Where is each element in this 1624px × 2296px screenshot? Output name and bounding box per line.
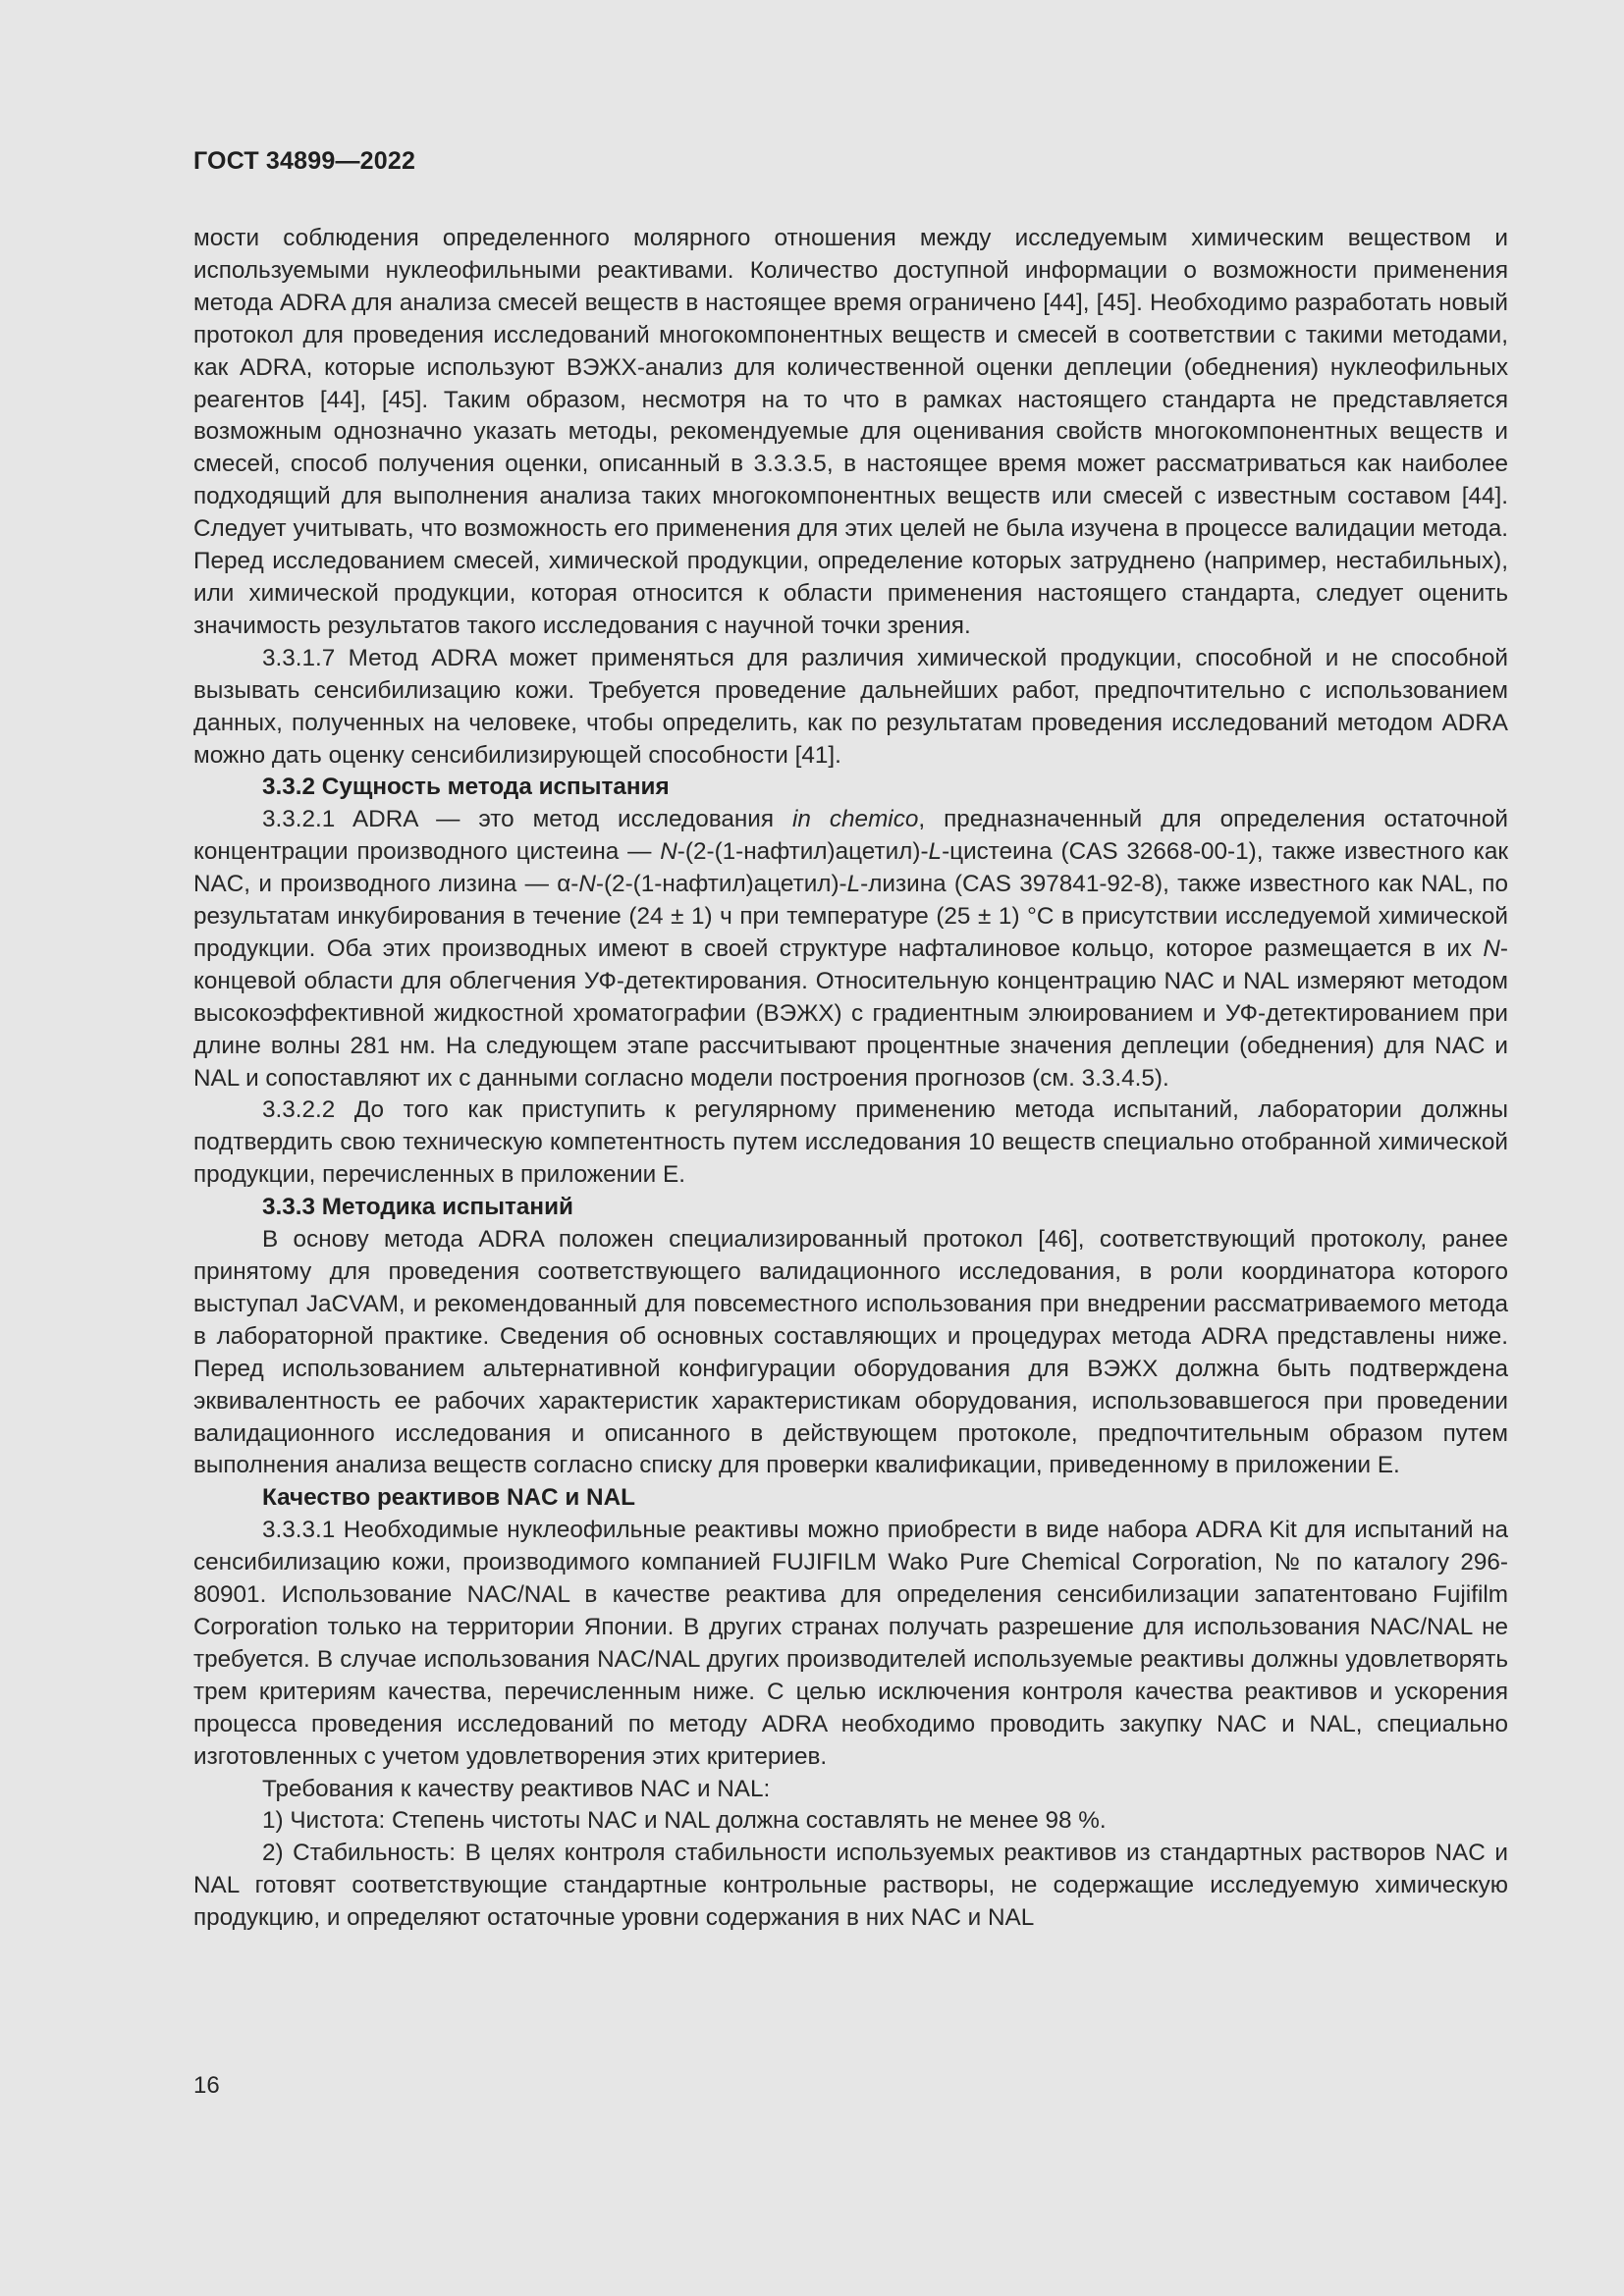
paragraph: Требования к качеству реактивов NAC и NAL: bbox=[262, 1775, 771, 1802]
section-heading: 3.3.3 Методика испытаний bbox=[262, 1194, 573, 1221]
page-number: 16 bbox=[193, 2072, 220, 2099]
paragraph: 3.3.2.2 До того как приступить к регулярному применению метода испытаний, лаборатории должны подтвердить свою техническую компетентность путем исследования 10 веществ специально отобранной химической продукции, перечисленных в приложении Е. bbox=[193, 1096, 1508, 1189]
paragraph: 2) Стабильность: В целях контроля стабильности используемых реактивов из стандартных растворов NAC и NAL готовят соответствующие стандартные контрольные растворы, не содержащие исследуемую химическую продукцию, и определяют остаточные уровни содержания в них NAC и NAL bbox=[193, 1840, 1508, 1932]
paragraph: 3.3.2.1 ADRA — это метод исследования in chemico, предназначенный для определения остаточной концентрации производного цистеина — N-(2-(1-нафтил)ацетил)-L-цистеина (CAS 32668-00-1), также известного как NAC, и производного лизина — α-N-(2-(1-нафтил)ацетил)-L-лизина (CAS 397841-92-8), также известного как NAL, по результатам инкубирования в течение (24 ± 1) ч при температуре (25 ± 1) °С в присутствии исследуемой химической продукции. Оба этих производных имеют в своей структуре нафталиновое кольцо, которое размещается в их N-концевой области для облегчения УФ-детектирования. Относительную концентрацию NAC и NAL измеряют методом высокоэффективной жидкостной хроматографии (ВЭЖХ) с градиентным элюированием и УФ-детектированием при длине волны 281 нм. На следующем этапе рассчитывают процентные значения деплеции (обеднения) для NAC и NAL и сопоставляют их с данными согласно модели построения прогнозов (см. 3.3.4.5). bbox=[193, 806, 1509, 1092]
section-heading: Качество реактивов NAC и NAL bbox=[262, 1484, 635, 1512]
document-header-title: ГОСТ 34899—2022 bbox=[193, 147, 416, 175]
section-heading: 3.3.2 Сущность метода испытания bbox=[262, 774, 670, 801]
paragraph: 3.3.1.7 Метод ADRA может применяться для различия химической продукции, способной и не способной вызывать сенсибилизацию кожи. Требуется проведение дальнейших работ, предпочтительно с использованием данных, полученных на человеке, чтобы определить, как по результатам проведения исследований методом ADRA можно дать оценку сенсибилизирующей способности [41]. bbox=[193, 644, 1508, 769]
paragraph: 3.3.3.1 Необходимые нуклеофильные реактивы можно приобрести в виде набора ADRA Kit для испытаний на сенсибилизацию кожи, производимого компанией FUJIFILM Wako Pure Chemical Corporation, № по каталогу 296-80901. Использование NAC/NAL в качестве реактива для определения сенсибилизации запатентовано Fujifilm Corporation только на территории Японии. В других странах получать разрешение для использования NAC/NAL не требуется. В случае использования NAC/NAL других производителей используемые реактивы должны удовлетворять трем критериям качества, перечисленным ниже. С целью исключения контроля качества реактивов и ускорения процесса проведения исследований по методу ADRA необходимо проводить закупку NAC и NAL, специально изготовленных с учетом удовлетворения этих критериев. bbox=[193, 1517, 1508, 1770]
paragraph: 1) Чистота: Степень чистоты NAC и NAL должна составлять не менее 98 %. bbox=[262, 1807, 1107, 1835]
paragraph: В основу метода ADRA положен специализированный протокол [46], соответствующий протоколу, ранее принятому для проведения соответствующего валидационного исследования, в роли координатора которого выступал JaCVAM, и рекомендованный для повсеместного использования при внедрении рассматриваемого метода в лабораторной практике. Сведения об основных составляющих и процедурах метода ADRA представлены ниже. Перед использованием альтернативной конфигурации оборудования для ВЭЖХ должна быть подтверждена эквивалентность ее рабочих характеристик характеристикам оборудования, использовавшегося при проведении валидационного исследования и описанного в действующем протоколе, предпочтительным образом путем выполнения анализа веществ согласно списку для проверки квалификации, приведенному в приложении Е. bbox=[193, 1226, 1508, 1479]
paragraph: мости соблюдения определенного молярного отношения между исследуемым химическим веществом и используемыми нуклеофильными реактивами. Количество доступной информации о возможности применения метода ADRA для анализа смесей веществ в настоящее время ограничено [44], [45]. Необходимо разработать новый протокол для проведения исследований многокомпонентных веществ и смесей в соответствии с такими методами, как ADRA, которые используют ВЭЖХ-анализ для количественной оценки деплеции (обеднения) нуклеофильных реагентов [44], [45]. Таким образом, несмотря на то что в рамках настоящего стандарта не представляется возможным однозначно указать методы, рекомендуемые для оценивания свойств многокомпонентных веществ и смесей, способ получения оценки, описанный в 3.3.3.5, в настоящее время может рассматриваться как наиболее подходящий для выполнения анализа таких многокомпонентных веществ или смесей с известным составом [44]. Следует учитывать, что возможность его применения для этих целей не была изучена в процессе валидации метода. Перед исследованием смесей, химической продукции, определение которых затруднено (например, нестабильных), или химической продукции, которая относится к области применения настоящего стандарта, следует оценить значимость результатов такого исследования с научной точки зрения. bbox=[193, 225, 1508, 639]
document-body bbox=[193, 223, 1508, 1935]
